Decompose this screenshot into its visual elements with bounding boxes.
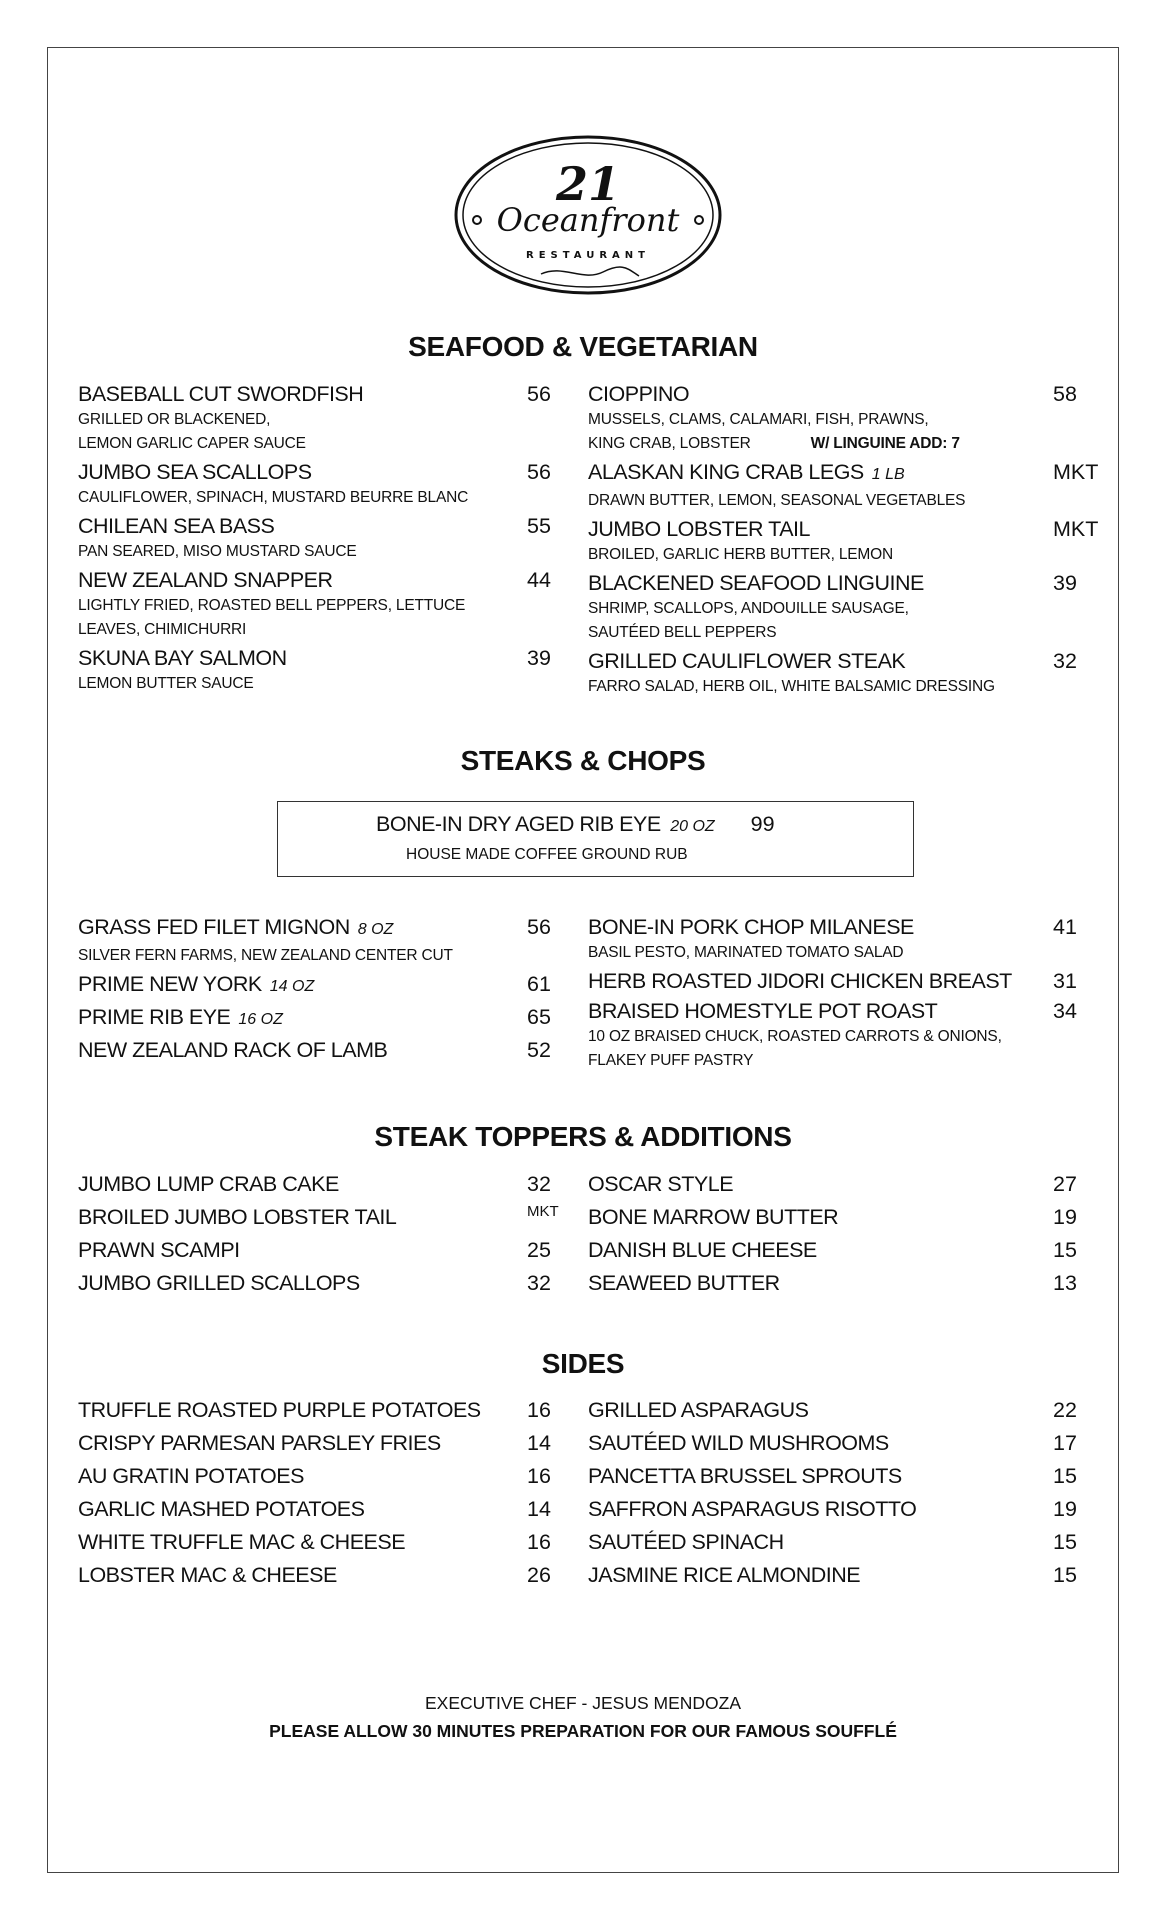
item-name-text: SAUTÉED WILD MUSHROOMS — [588, 1431, 889, 1455]
item-name-text: GRILLED CAULIFLOWER STEAK — [588, 649, 906, 673]
menu-item — [588, 1394, 1108, 1427]
item-size: 16 OZ — [238, 1011, 283, 1028]
item-name — [78, 1526, 405, 1559]
item-description — [588, 408, 1108, 432]
menu-item — [588, 997, 1108, 1075]
item-price: 14 — [527, 1431, 551, 1455]
item-price: 17 — [1053, 1431, 1077, 1455]
item-name-text: JASMINE RICE ALMONDINE — [588, 1563, 861, 1587]
menu-item — [588, 1526, 1108, 1559]
menu-item — [78, 1267, 578, 1300]
item-description-text: BASIL PESTO, MARINATED TOMATO SALAD — [588, 944, 904, 961]
menu-item — [78, 1493, 578, 1526]
item-description-text: GRILLED OR BLACKENED, — [78, 411, 271, 428]
menu-item — [78, 1168, 578, 1201]
item-name-text: CIOPPINO — [588, 382, 690, 406]
item-name-text: NEW ZEALAND SNAPPER — [78, 568, 333, 592]
menu-item — [588, 913, 1108, 967]
item-price: 56 — [527, 460, 551, 484]
item-price: 65 — [527, 1005, 551, 1029]
item-name — [78, 1267, 360, 1300]
item-name — [588, 1559, 860, 1592]
item-name — [588, 967, 1012, 995]
seafood-left-column — [78, 380, 578, 698]
menu-item — [78, 1003, 578, 1036]
item-name — [588, 1460, 902, 1493]
item-price: 58 — [1053, 382, 1077, 406]
item-name — [78, 1003, 283, 1034]
item-name-text: JUMBO LUMP CRAB CAKE — [78, 1172, 339, 1196]
item-price: 39 — [1053, 571, 1077, 595]
featured-name-text: BONE-IN DRY AGED RIB EYE — [376, 812, 661, 836]
svg-text:RESTAURANT: RESTAURANT — [526, 250, 650, 261]
item-name-text: NEW ZEALAND RACK OF LAMB — [78, 1038, 388, 1062]
item-description-text: FLAKEY PUFF PASTRY — [588, 1052, 754, 1069]
menu-item — [588, 1234, 1108, 1267]
section-heading-seafood: SEAFOOD & VEGETARIAN — [408, 331, 758, 362]
seafood-right-column — [588, 380, 1108, 701]
item-description — [588, 941, 1108, 965]
item-name-text: SKUNA BAY SALMON — [78, 646, 287, 670]
featured-item-name — [376, 812, 715, 837]
item-price: 52 — [527, 1038, 551, 1062]
item-size: 1 LB — [871, 466, 905, 483]
item-name-text: TRUFFLE ROASTED PURPLE POTATOES — [78, 1398, 481, 1422]
menu-item — [588, 380, 1108, 458]
item-description-text: LEAVES, CHIMICHURRI — [78, 621, 247, 638]
menu-item — [78, 644, 578, 698]
item-description-text: KING CRAB, LOBSTER — [588, 435, 751, 452]
item-name-text: AU GRATIN POTATOES — [78, 1464, 304, 1488]
menu-item — [78, 1427, 578, 1460]
item-price: 19 — [1053, 1205, 1077, 1229]
item-price: 22 — [1053, 1398, 1077, 1422]
item-price: 25 — [527, 1238, 551, 1262]
item-name — [588, 569, 924, 597]
item-name-text: PRIME NEW YORK — [78, 972, 262, 996]
item-description-text: LEMON BUTTER SAUCE — [78, 675, 254, 692]
item-description — [78, 944, 578, 968]
menu-item — [78, 512, 578, 566]
item-price: 56 — [527, 915, 551, 939]
item-name — [588, 647, 905, 675]
item-price: 26 — [527, 1563, 551, 1587]
item-description — [588, 432, 1108, 456]
item-price: 19 — [1053, 1497, 1077, 1521]
item-description-text: LIGHTLY FRIED, ROASTED BELL PEPPERS, LETTUCE — [78, 597, 466, 614]
svg-text:Oceanfront: Oceanfront — [496, 201, 680, 239]
item-name — [78, 1427, 441, 1460]
item-name — [78, 1394, 481, 1427]
sides-right-column — [588, 1394, 1108, 1592]
item-price: 14 — [527, 1497, 551, 1521]
souffle-note: PLEASE ALLOW 30 MINUTES PREPARATION FOR OUR FAMOUS SOUFFLÉ — [269, 1721, 897, 1741]
menu-item — [588, 1559, 1108, 1592]
item-price: 15 — [1053, 1530, 1077, 1554]
item-name — [78, 566, 333, 594]
toppers-left-column — [78, 1168, 578, 1300]
item-name — [588, 1267, 780, 1300]
menu-item — [78, 566, 578, 644]
menu-item — [78, 458, 578, 512]
item-name-text: CRISPY PARMESAN PARSLEY FRIES — [78, 1431, 441, 1455]
item-name — [78, 1201, 396, 1234]
item-description-text: SILVER FERN FARMS, NEW ZEALAND CENTER CUT — [78, 947, 453, 964]
item-name — [78, 1460, 304, 1493]
item-name-text: SAFFRON ASPARAGUS RISOTTO — [588, 1497, 917, 1521]
item-price: 15 — [1053, 1464, 1077, 1488]
item-name — [588, 997, 937, 1025]
menu-item — [588, 1201, 1108, 1234]
featured-item-box — [277, 801, 914, 877]
item-description — [78, 540, 578, 564]
item-name-text: GRASS FED FILET MIGNON — [78, 915, 350, 939]
item-price: 15 — [1053, 1238, 1077, 1262]
item-price: 32 — [1053, 649, 1077, 673]
item-description-text: CAULIFLOWER, SPINACH, MUSTARD BEURRE BLANC — [78, 489, 469, 506]
menu-item — [78, 913, 578, 970]
item-name-text: BASEBALL CUT SWORDFISH — [78, 382, 364, 406]
item-name-text: WHITE TRUFFLE MAC & CHEESE — [78, 1530, 406, 1554]
item-description — [588, 1025, 1108, 1049]
toppers-right-column — [588, 1168, 1108, 1300]
item-price: 16 — [527, 1398, 551, 1422]
item-price: 56 — [527, 382, 551, 406]
item-price: 39 — [527, 646, 551, 670]
item-description — [588, 1049, 1108, 1073]
item-name — [78, 644, 287, 672]
item-name-text: BRAISED HOMESTYLE POT ROAST — [588, 999, 938, 1023]
item-price: 32 — [527, 1172, 551, 1196]
item-name-text: CHILEAN SEA BASS — [78, 514, 275, 538]
item-name-text: PANCETTA BRUSSEL SPROUTS — [588, 1464, 902, 1488]
item-description — [78, 408, 578, 432]
item-name-text: GRILLED ASPARAGUS — [588, 1398, 809, 1422]
item-name-text: ALASKAN KING CRAB LEGS — [588, 460, 864, 484]
item-description-text: BROILED, GARLIC HERB BUTTER, LEMON — [588, 546, 893, 563]
menu-item — [588, 458, 1108, 515]
item-name-text: BLACKENED SEAFOOD LINGUINE — [588, 571, 924, 595]
item-name — [78, 458, 312, 486]
item-name — [78, 1234, 240, 1267]
item-name-text: PRIME RIB EYE — [78, 1005, 231, 1029]
item-name — [588, 1526, 784, 1559]
featured-size: 20 OZ — [670, 818, 715, 835]
menu-item — [588, 1267, 1108, 1300]
menu-item — [78, 1234, 578, 1267]
item-description-text: MUSSELS, CLAMS, CALAMARI, FISH, PRAWNS, — [588, 411, 929, 428]
item-name — [78, 380, 363, 408]
menu-item — [78, 1526, 578, 1559]
item-name-text: BONE-IN PORK CHOP MILANESE — [588, 915, 914, 939]
item-price: 16 — [527, 1464, 551, 1488]
menu-item — [78, 1460, 578, 1493]
item-description — [78, 594, 578, 618]
featured-item-price: 99 — [750, 812, 775, 836]
item-note: W/ LINGUINE ADD: 7 — [810, 435, 960, 452]
item-name — [588, 380, 689, 408]
menu-item — [78, 1201, 578, 1234]
menu-item — [588, 1460, 1108, 1493]
featured-item-description: HOUSE MADE COFFEE GROUND RUB — [406, 846, 688, 863]
item-description-text: SAUTÉED BELL PEPPERS — [588, 624, 777, 641]
steaks-right-column — [588, 913, 1108, 1075]
item-name — [78, 1036, 387, 1064]
item-name — [588, 1493, 916, 1526]
item-price: 31 — [1053, 969, 1077, 993]
item-name — [78, 512, 274, 540]
item-price: 32 — [527, 1271, 551, 1295]
menu-item — [588, 1427, 1108, 1460]
item-description — [78, 486, 578, 510]
item-name-text: HERB ROASTED JIDORI CHICKEN BREAST — [588, 969, 1012, 993]
item-price: 44 — [527, 568, 551, 592]
section-heading-sides: SIDES — [541, 1348, 625, 1379]
menu-item — [78, 380, 578, 458]
menu-item — [588, 569, 1108, 647]
item-name — [588, 1201, 838, 1234]
menu-item — [78, 1394, 578, 1427]
item-name — [78, 1168, 339, 1201]
menu-item — [588, 1168, 1108, 1201]
item-name — [78, 913, 393, 944]
item-price: MKT — [1053, 460, 1099, 484]
item-name-text: DANISH BLUE CHEESE — [588, 1238, 817, 1262]
menu-item — [78, 970, 578, 1003]
item-price: 13 — [1053, 1271, 1077, 1295]
item-description — [78, 432, 578, 456]
item-description-text: LEMON GARLIC CAPER SAUCE — [78, 435, 306, 452]
item-name — [588, 1427, 889, 1460]
steaks-left-column — [78, 913, 578, 1066]
item-description-text: FARRO SALAD, HERB OIL, WHITE BALSAMIC DRESSING — [588, 678, 995, 695]
item-name — [588, 1394, 809, 1427]
item-name — [588, 1168, 733, 1201]
item-size: 8 OZ — [357, 921, 394, 938]
item-price: MKT — [527, 1203, 559, 1220]
featured-item-row — [376, 812, 775, 837]
item-name-text: BONE MARROW BUTTER — [588, 1205, 839, 1229]
section-heading-toppers: STEAK TOPPERS & ADDITIONS — [374, 1121, 792, 1152]
item-name-text: JUMBO LOBSTER TAIL — [588, 517, 810, 541]
menu-item — [588, 515, 1108, 569]
menu-item — [588, 1493, 1108, 1526]
item-description-text: SHRIMP, SCALLOPS, ANDOUILLE SAUSAGE, — [588, 600, 909, 617]
item-name — [588, 515, 810, 543]
item-description — [588, 597, 1108, 621]
menu-item — [588, 967, 1108, 997]
item-name — [588, 458, 905, 489]
item-name — [78, 970, 314, 1001]
item-price: MKT — [1053, 517, 1099, 541]
item-name-text: JUMBO SEA SCALLOPS — [78, 460, 312, 484]
item-name — [588, 1234, 817, 1267]
item-name-text: LOBSTER MAC & CHEESE — [78, 1563, 337, 1587]
menu-item — [78, 1559, 578, 1592]
item-name-text: JUMBO GRILLED SCALLOPS — [78, 1271, 360, 1295]
item-name-text: GARLIC MASHED POTATOES — [78, 1497, 365, 1521]
item-price: 61 — [527, 972, 551, 996]
item-description — [78, 672, 578, 696]
item-price: 41 — [1053, 915, 1077, 939]
item-name-text: BROILED JUMBO LOBSTER TAIL — [78, 1205, 397, 1229]
svg-text:21: 21 — [555, 157, 621, 211]
item-description — [588, 489, 1108, 513]
section-heading-steaks: STEAKS & CHOPS — [460, 745, 706, 776]
item-price: 15 — [1053, 1563, 1077, 1587]
item-description — [588, 675, 1108, 699]
item-description — [588, 621, 1108, 645]
item-name — [78, 1493, 364, 1526]
item-price: 16 — [527, 1530, 551, 1554]
sides-left-column — [78, 1394, 578, 1592]
item-name — [588, 913, 914, 941]
item-size: 14 OZ — [269, 978, 315, 995]
item-description-text: PAN SEARED, MISO MUSTARD SAUCE — [78, 543, 357, 560]
item-description-text: DRAWN BUTTER, LEMON, SEASONAL VEGETABLES — [588, 492, 966, 509]
menu-item — [588, 647, 1108, 701]
item-price: 55 — [527, 514, 551, 538]
item-name — [78, 1559, 337, 1592]
item-name-text: OSCAR STYLE — [588, 1172, 734, 1196]
item-price: 27 — [1053, 1172, 1077, 1196]
item-name-text: PRAWN SCAMPI — [78, 1238, 240, 1262]
item-name-text: SAUTÉED SPINACH — [588, 1530, 784, 1554]
executive-chef: EXECUTIVE CHEF - JESUS MENDOZA — [424, 1693, 741, 1713]
menu-item — [78, 1036, 578, 1066]
item-name-text: SEAWEED BUTTER — [588, 1271, 780, 1295]
item-description — [588, 543, 1108, 567]
item-description-text: 10 OZ BRAISED CHUCK, ROASTED CARROTS & ONIONS, — [588, 1028, 1002, 1045]
item-description — [78, 618, 578, 642]
item-price: 34 — [1053, 999, 1077, 1023]
restaurant-logo — [453, 134, 723, 296]
